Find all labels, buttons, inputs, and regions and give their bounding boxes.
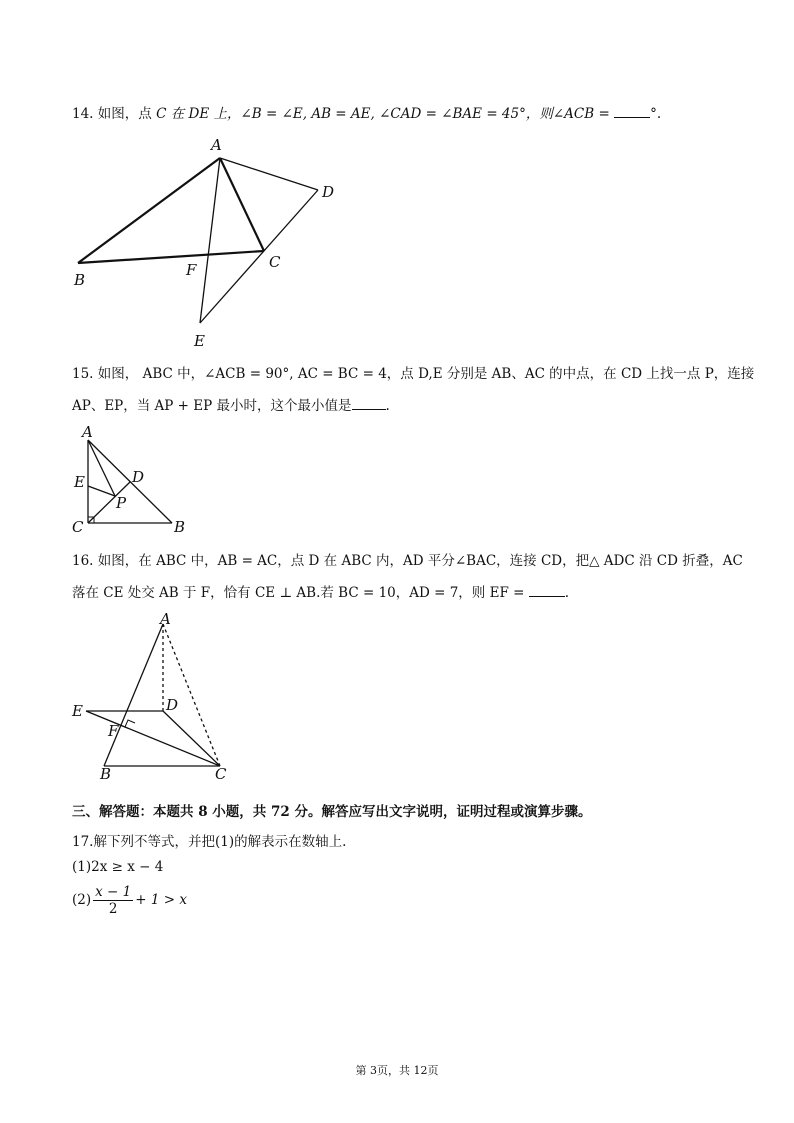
point-label-E: E — [194, 332, 205, 350]
point-label-C: C — [269, 253, 281, 271]
question-number: 17. — [72, 834, 94, 850]
answer-blank[interactable] — [352, 395, 386, 410]
question-number: 14. — [72, 106, 94, 122]
segment-AE — [200, 158, 220, 323]
part-label: (2) — [72, 892, 92, 908]
figure-q14 — [66, 130, 356, 355]
question-14-text — [72, 103, 661, 124]
question-16-line2 — [72, 582, 569, 603]
section-heading: 三、解答题：本题共 8 小题，共 72 分。解答应写出文字说明，证明过程或演算步骤。 — [72, 804, 592, 820]
point-label-A: A — [82, 424, 93, 441]
segment-AC — [220, 158, 264, 251]
question-17-intro — [72, 832, 346, 852]
point-label-P: P — [116, 494, 127, 512]
question-17-part2 — [72, 884, 187, 917]
point-label-D: D — [166, 696, 179, 714]
inequality-rest: + 1 > x — [135, 892, 187, 908]
question-17-part1: (1)2x ≥ x − 4 — [72, 859, 164, 875]
point-label-F: F — [108, 722, 119, 740]
segment-AC-dashed — [163, 624, 220, 766]
question-15-line1 — [72, 364, 754, 384]
question-text-end: . — [564, 585, 570, 601]
figure-q15 — [70, 424, 195, 536]
point-label-E: E — [74, 473, 85, 491]
fraction — [93, 884, 133, 917]
question-text-end: °. — [650, 106, 662, 122]
question-math: C 在 DE 上，∠B = ∠E, AB = AE, ∠CAD = ∠BAE = 45°，则∠ACB = — [156, 106, 615, 122]
point-label-D: D — [132, 468, 145, 486]
question-text-end: . — [385, 398, 390, 414]
question-text: 如图，在 ABC 中，AB = AC，点 D 在 ABC 内，AD 平分∠BAC，连接 CD，把△ ADC 沿 CD 折叠，AC — [97, 553, 743, 569]
question-text: 如图，点 — [97, 106, 157, 122]
fraction-denominator: 2 — [108, 901, 118, 917]
answer-blank[interactable] — [529, 582, 565, 597]
point-label-B: B — [100, 765, 112, 783]
point-label-E: E — [72, 702, 83, 720]
point-label-D: D — [322, 183, 335, 201]
point-label-A: A — [160, 612, 171, 628]
point-label-A: A — [211, 136, 222, 154]
point-label-C: C — [72, 518, 84, 536]
point-label-B: B — [74, 271, 86, 289]
point-label-C: C — [215, 765, 227, 783]
figure-q16 — [68, 612, 238, 784]
segment-AD — [220, 158, 318, 190]
fraction-numerator: x − 1 — [95, 884, 132, 900]
segment-DC — [163, 711, 220, 766]
point-label-F: F — [186, 261, 197, 279]
segment-AB — [104, 624, 163, 766]
question-text: 解下列不等式，并把(1)的解表示在数轴上. — [93, 834, 347, 850]
right-angle-mark — [125, 720, 135, 727]
question-text: 如图， ABC 中，∠ACB = 90°, AC = BC = 4，点 D,E 分别是 AB、AC 的中点，在 CD 上找一点 P，连接 — [97, 366, 755, 382]
question-text: AP、EP，当 AP + EP 最小时，这个最小值是 — [72, 398, 352, 414]
question-text: 落在 CE 处交 AB 于 F，恰有 CE ⊥ AB.若 BC = 10，AD = 7，则 EF = — [72, 585, 529, 601]
segment-DE — [200, 190, 318, 323]
question-number: 16. — [72, 553, 94, 569]
segment-BC — [78, 251, 264, 263]
point-label-B: B — [174, 518, 186, 536]
page-footer: 第 3页，共 12页 — [355, 1064, 439, 1077]
segment-AB — [78, 158, 220, 263]
segment-EC — [86, 711, 220, 766]
question-15-line2 — [72, 395, 390, 416]
answer-blank[interactable] — [614, 103, 650, 118]
question-number: 15. — [72, 366, 94, 382]
question-16-line1 — [72, 551, 743, 571]
